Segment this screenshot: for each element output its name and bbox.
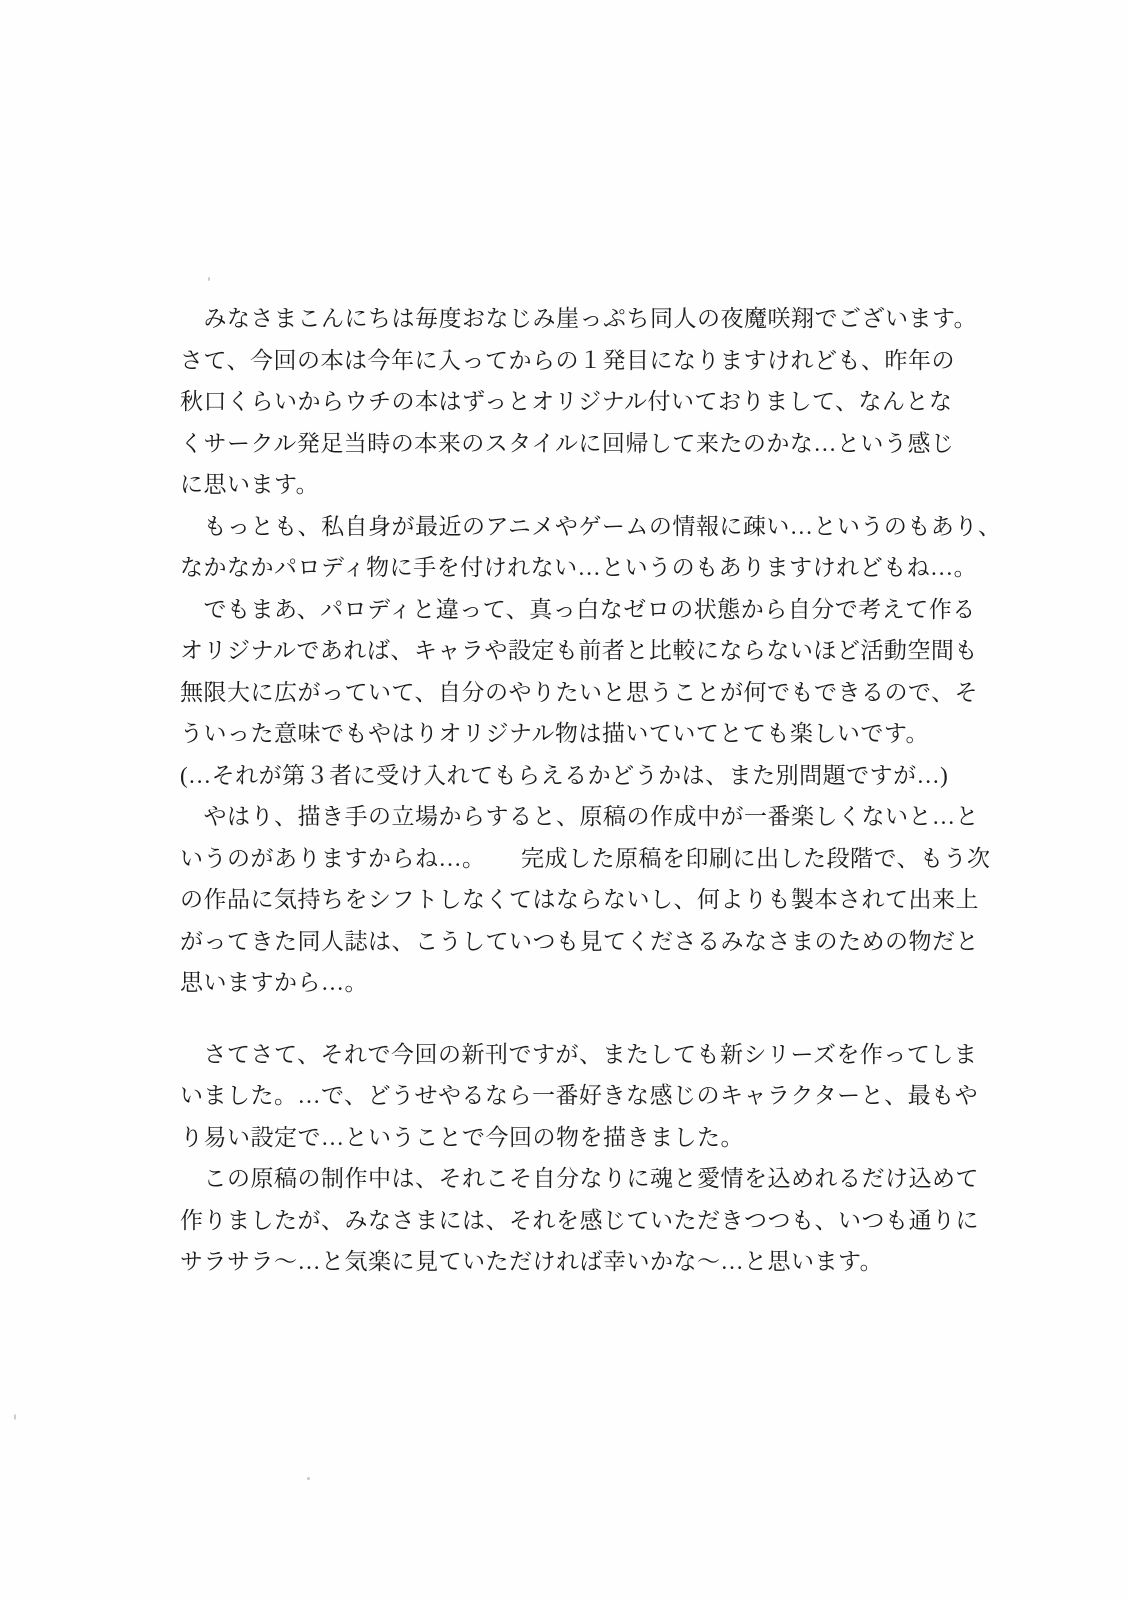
text-line: いました。…で、どうせやるなら一番好きな感じのキャラクターと、最もや — [180, 1083, 979, 1108]
text-line: 無限大に広がっていて、自分のやりたいと思うことが何でもできるので、そ — [180, 679, 979, 705]
text-line: 思いますから…。 — [180, 970, 368, 995]
scan-artifact — [14, 1414, 16, 1420]
text-line: に思います。 — [180, 472, 320, 497]
text-line: 秋口くらいからウチの本はずっとオリジナル付いておりまして、なんとな — [180, 389, 953, 414]
text-line: でもまあ、パロディと違って、真っ白なゼロの状態から自分で考えて作る — [180, 596, 976, 622]
text-line: の作品に気持ちをシフトしなくてはならないし、何よりも製本されて出来上 — [180, 887, 979, 912]
text-line: (…それが第３者に受け入れてもらえるかどうかは、また別問題ですが…) — [180, 762, 949, 788]
text-line: ういった意味でもやはりオリジナル物は描いていてとても楽しいです。 — [180, 721, 930, 746]
text-line: サラサラ～…と気楽に見ていただければ幸いかな～…と思います。 — [180, 1249, 884, 1274]
text-line: り易い設定で…ということで今回の物を描きました。 — [180, 1124, 744, 1150]
text-line: みなさまこんにちは毎度おなじみ崖っぷち同人の夜魔咲翔でございます。 — [180, 306, 978, 331]
text-line: オリジナルであれば、キャラや設定も前者と比較にならないほど活動空間も — [180, 638, 978, 663]
text-line: いうのがありますからね…。 完成した原稿を印刷に出した段階で、もう次 — [180, 845, 991, 871]
paragraph-intro — [180, 298, 980, 506]
text-line: なかなかパロディ物に手を付けれない…というのもありますけれどもね…。 — [180, 555, 978, 580]
paragraph-drawing — [180, 796, 991, 1004]
text-line: さて、今回の本は今年に入ってからの１発目になりますけれども、昨年の — [180, 347, 956, 373]
paragraph-original — [180, 589, 980, 797]
scan-artifact — [208, 277, 210, 281]
scan-artifact — [307, 1477, 310, 1480]
text-line: 作りましたが、みなさまには、それを感じていただきつつも、いつも通りに — [180, 1207, 979, 1233]
text-line: くサークル発足当時の本来のスタイルに回帰して来たのかな…という感じ — [180, 430, 955, 456]
text-line: やはり、描き手の立場からすると、原稿の作成中が一番楽しくないと…と — [180, 804, 979, 829]
paragraph-parody — [180, 506, 1002, 589]
body-text — [180, 298, 1002, 1283]
paragraph-new-series — [180, 1034, 980, 1159]
paragraph-gap — [180, 1004, 980, 1034]
text-line: さてさて、それで今回の新刊ですが、またしても新シリーズを作ってしま — [180, 1041, 978, 1067]
paragraph-closing — [180, 1158, 980, 1283]
text-line: もっとも、私自身が最近のアニメやゲームの情報に疎い…というのもあり、 — [180, 513, 1002, 539]
text-line: がってきた同人誌は、こうしていつも見てくださるみなさまのための物だと — [180, 928, 979, 954]
text-line: この原稿の制作中は、それこそ自分なりに魂と愛情を込めれるだけ込めて — [180, 1166, 979, 1191]
